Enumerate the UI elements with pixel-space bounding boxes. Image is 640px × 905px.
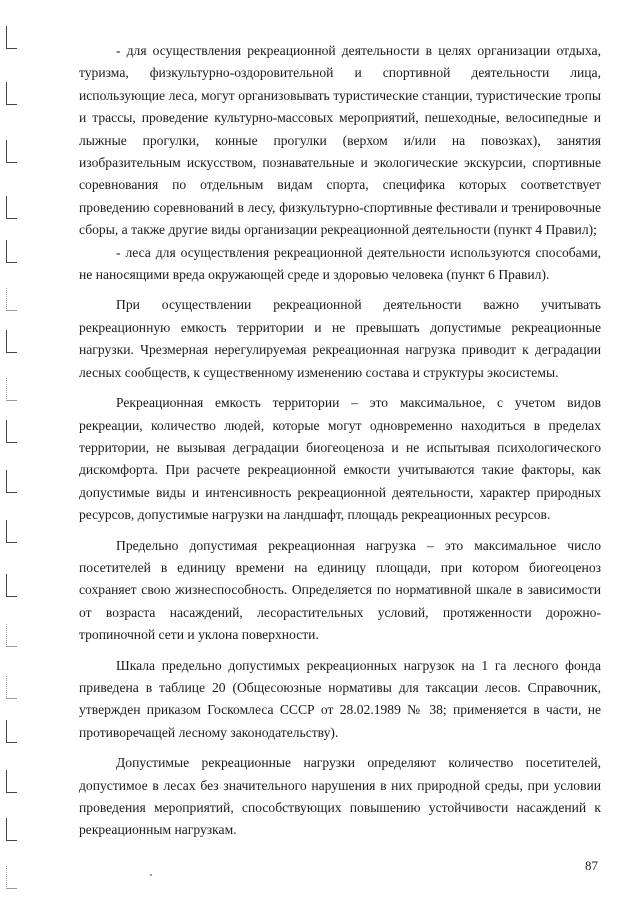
paragraph-max-allowed-load: Предельно допустимая рекреационная нагрузка – это максимальное число посетителей в единицу времени на единицу площади, при котором биогеоценоз сохраняет свою жизнеспособность. Определяется по нормативной шкале в зависимости от возраста насаждений, лесорастительных условий, протяженности дорожно-тропиночной сети и уклона поверхности. (79, 537, 601, 643)
scan-binding-marks (6, 0, 18, 905)
paragraph-recreational-capacity-definition: Рекреационная емкость территории – это максимальное, с учетом видов рекреации, количество людей, которые могут одновременно находиться в пределах территории, не вызывая деградации биогеоценоза и не испытывая психологического дискомфорта. При расчете рекреационной емкости учитываются такие факторы, как допустимые виды и интенсивность рекреационной деятельности, характер природных ресурсов, допустимые нагрузки на ландшафт, площадь рекреационных ресурсов. (79, 395, 601, 523)
paragraph-allowed-loads: Допустимые рекреационные нагрузки определяют количество посетителей, допустимое в лесах без значительного нарушения в них природной среды, при условии проведения мероприятий, способствующих повышению устойчивости насаждений к рекреационным нагрузкам. (79, 755, 601, 838)
document-body (79, 40, 601, 842)
paragraph-recreation-activities-list: - для осуществления рекреационной деятельности в целях организации отдыха, туризма, физкультурно-оздоровительной и спортивной деятельности лица, использующие леса, могут организовывать туристические станции, туристические тропы и трассы, проведение культурно-массовых мероприятий, пешеходные, велосипедные и лыжные прогулки, конные прогулки (верхом и/или на повозках), занятия изобразительным искусством, познавательные и экологические экскурсии, спортивные соревнования по отдельным видам спорта, специфика которых соответствует проведению соревнований в лесу, физкультурно-спортивные фестивали и тренировочные сборы, а также другие виды организации рекреационной деятельности (пункт 4 Правил); (79, 43, 601, 238)
scan-speck (150, 874, 152, 876)
paragraph-load-scale-reference: Шкала предельно допустимых рекреационных нагрузок на 1 га лесного фонда приведена в таблице 20 (Общесоюзные нормативы для таксации лесов. Справочник, утвержден приказом Госкомлеса СССР от 28.02.1989 № 38; применяется в части, не противоречащей лесному законодательству). (79, 657, 601, 740)
paragraph-recreational-capacity-importance: При осуществлении рекреационной деятельности важно учитывать рекреационную емкость территории и не превышать допустимые рекреационные нагрузки. Чрезмерная нерегулируемая рекреационная нагрузка приводит к деградации лесных сообществ, к существенному изменению состава и структуры экосистемы. (79, 297, 601, 380)
page-number: 87 (585, 858, 598, 873)
paragraph-forest-use-methods: - леса для осуществления рекреационной деятельности используются способами, не наносящими вреда окружающей среде и здоровью человека (пункт 6 Правил). (79, 244, 601, 283)
